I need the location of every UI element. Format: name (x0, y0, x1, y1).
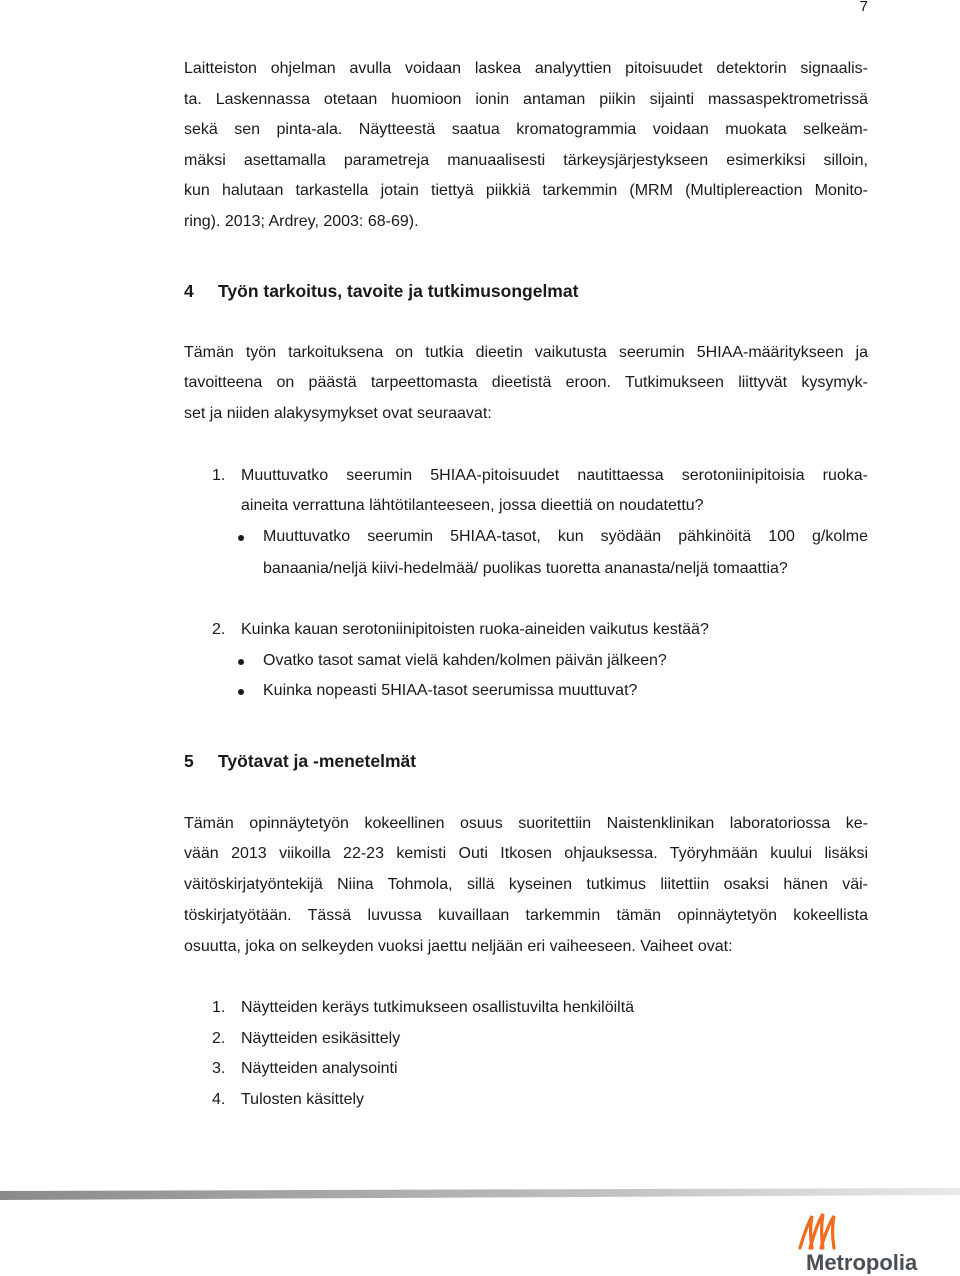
paragraph-line: vään 2013 viikoilla 22-23 kemisti Outi Itkosen ohjauksessa. Työryhmään kuului lisäksi (184, 845, 868, 862)
intro-line: ring). 2013; Ardrey, 2003: 68-69). (184, 213, 419, 230)
subquestion-line: Ovatko tasot samat vielä kahden/kolmen päivän jälkeen? (263, 652, 667, 669)
bullet-icon (238, 689, 244, 695)
bullet-icon (238, 659, 244, 665)
question-number: 2. (212, 621, 226, 638)
bullet-icon (238, 535, 244, 541)
logo-text: Metropolia (806, 1250, 918, 1274)
question-line: aineita verrattuna lähtötilanteeseen, jossa dieettiä on noudatettu? (241, 497, 704, 514)
step-number: 4. (212, 1091, 226, 1108)
paragraph-line: tavoitteena on päästä tarpeettomasta dieetistä eroon. Tutkimukseen liittyvät kysymyk- (184, 374, 868, 391)
section-title: Työtavat ja -menetelmät (218, 751, 417, 771)
paragraph-line: Tämän työn tarkoituksena on tutkia dieetin vaikutusta seerumin 5HIAA-määritykseen ja (184, 344, 868, 361)
step-number: 2. (212, 1030, 226, 1047)
paragraph-line: töskirjatyötään. Tässä luvussa kuvaillaan tarkemmin tämän opinnäytetyön kokeellista (184, 907, 868, 924)
logo-mark-icon (800, 1214, 834, 1248)
step-label: Tulosten käsittely (241, 1091, 365, 1108)
section-5-heading (184, 751, 416, 772)
intro-line: mäksi asettamalla parametreja manuaalisesti tärkeysjärjestykseen esimerkiksi silloin, (184, 152, 868, 169)
intro-line: Laitteiston ohjelman avulla voidaan laskea analyyttien pitoisuudet detektorin signaalis- (184, 60, 868, 77)
page-number: 7 (859, 0, 868, 15)
paragraph-line: set ja niiden alakysymykset ovat seuraavat: (184, 405, 492, 422)
paragraph-line: osuutta, joka on selkeyden vuoksi jaettu neljään eri vaiheeseen. Vaiheet ovat: (184, 938, 733, 955)
section-number: 5 (184, 751, 194, 771)
intro-line: ta. Laskennassa otetaan huomioon ionin antaman piikin sijainti massaspektrometrissä (184, 91, 868, 108)
subquestion-line: Kuinka nopeasti 5HIAA-tasot seerumissa muuttuvat? (263, 682, 638, 699)
intro-line: kun halutaan tarkastella jotain tiettyä piikkiä tarkemmin (MRM (Multiplereaction Monito- (184, 182, 868, 199)
step-number: 1. (212, 999, 226, 1016)
paragraph-line: Tämän opinnäytetyön kokeellinen osuus suoritettiin Naistenklinikan laboratoriossa ke- (184, 815, 868, 832)
step-label: Näytteiden analysointi (241, 1060, 398, 1077)
footer-divider (0, 1188, 960, 1200)
step-label: Näytteiden esikäsittely (241, 1030, 401, 1047)
subquestion-line: banaania/neljä kiivi-hedelmää/ puolikas tuoretta ananasta/neljä tomaattia? (263, 560, 788, 577)
intro-line: sekä sen pinta-ala. Näytteestä saatua kromatogrammia voidaan muokata selkeäm- (184, 121, 868, 138)
step-number: 3. (212, 1060, 226, 1077)
section-4-heading (184, 281, 578, 302)
question-line: Muuttuvatko seerumin 5HIAA-pitoisuudet nautittaessa serotoniinipitoisia ruoka- (241, 467, 868, 484)
paragraph-line: väitöskirjatyöntekijä Niina Tohmola, sillä kyseinen tutkimus liitettiin osaksi hänen väi- (184, 876, 868, 893)
question-line: Kuinka kauan serotoniinipitoisten ruoka-aineiden vaikutus kestää? (241, 621, 709, 638)
step-label: Näytteiden keräys tutkimukseen osallistuvilta henkilöiltä (241, 999, 635, 1016)
section-number: 4 (184, 281, 194, 301)
section-title: Työn tarkoitus, tavoite ja tutkimusongelmat (218, 281, 579, 301)
question-number: 1. (212, 467, 226, 484)
metropolia-logo (788, 1208, 928, 1274)
subquestion-line: Muuttuvatko seerumin 5HIAA-tasot, kun syödään pähkinöitä 100 g/kolme (263, 528, 868, 545)
